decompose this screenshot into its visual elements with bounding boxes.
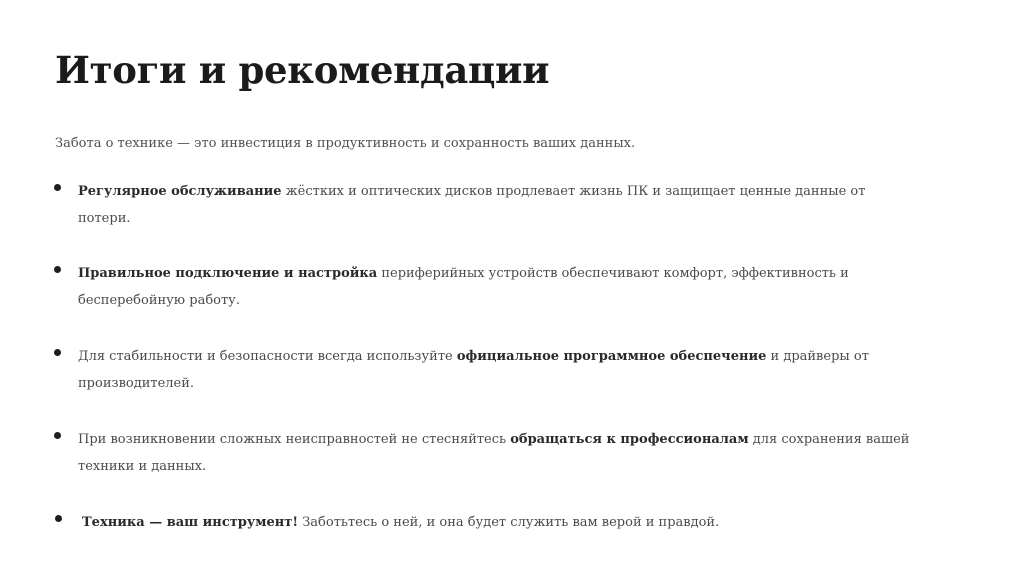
bullet-dot-icon bbox=[54, 266, 61, 273]
bullet-before: Для стабильности и безопасности всегда используйте bbox=[78, 349, 457, 364]
bullet-bold: официальное программное обеспечение bbox=[456, 349, 767, 364]
bullet-after: и драйверы от производителей. bbox=[78, 349, 869, 391]
bullet-text bbox=[78, 260, 918, 314]
bullet-bold: обращаться к профессионалам bbox=[510, 432, 749, 447]
bullet-bold: Правильное подключение и настройка bbox=[78, 266, 378, 281]
bullet-dot-icon bbox=[55, 515, 62, 522]
bullet-bold: Регулярное обслуживание bbox=[78, 184, 282, 199]
bullet-text bbox=[78, 426, 918, 480]
bullet-dot-icon bbox=[54, 184, 61, 191]
bullet-text bbox=[82, 509, 922, 536]
bullet-rest: периферийных устройств обеспечивают комфорт, эффективность и бесперебойную работу. bbox=[78, 266, 849, 308]
bullet-text bbox=[78, 178, 918, 232]
slide-title: Итоги и рекомендации bbox=[55, 48, 550, 92]
bullet-rest: Заботьтесь о ней, и она будет служить вам верой и правдой. bbox=[298, 515, 720, 530]
bullet-text bbox=[78, 343, 918, 397]
intro-text: Забота о технике — это инвестиция в продуктивность и сохранность ваших данных. bbox=[55, 136, 636, 151]
bullet-dot-icon bbox=[54, 349, 61, 356]
bullet-rest: жёстких и оптических дисков продлевает жизнь ПК и защищает ценные данные от потери. bbox=[78, 184, 866, 226]
bullet-dot-icon bbox=[54, 432, 61, 439]
bullet-before: При возникновении сложных неисправностей не стесняйтесь bbox=[78, 432, 511, 447]
bullet-bold: Техника — ваш инструмент! bbox=[82, 515, 299, 530]
bullet-after: для сохранения вашей техники и данных. bbox=[78, 432, 910, 474]
